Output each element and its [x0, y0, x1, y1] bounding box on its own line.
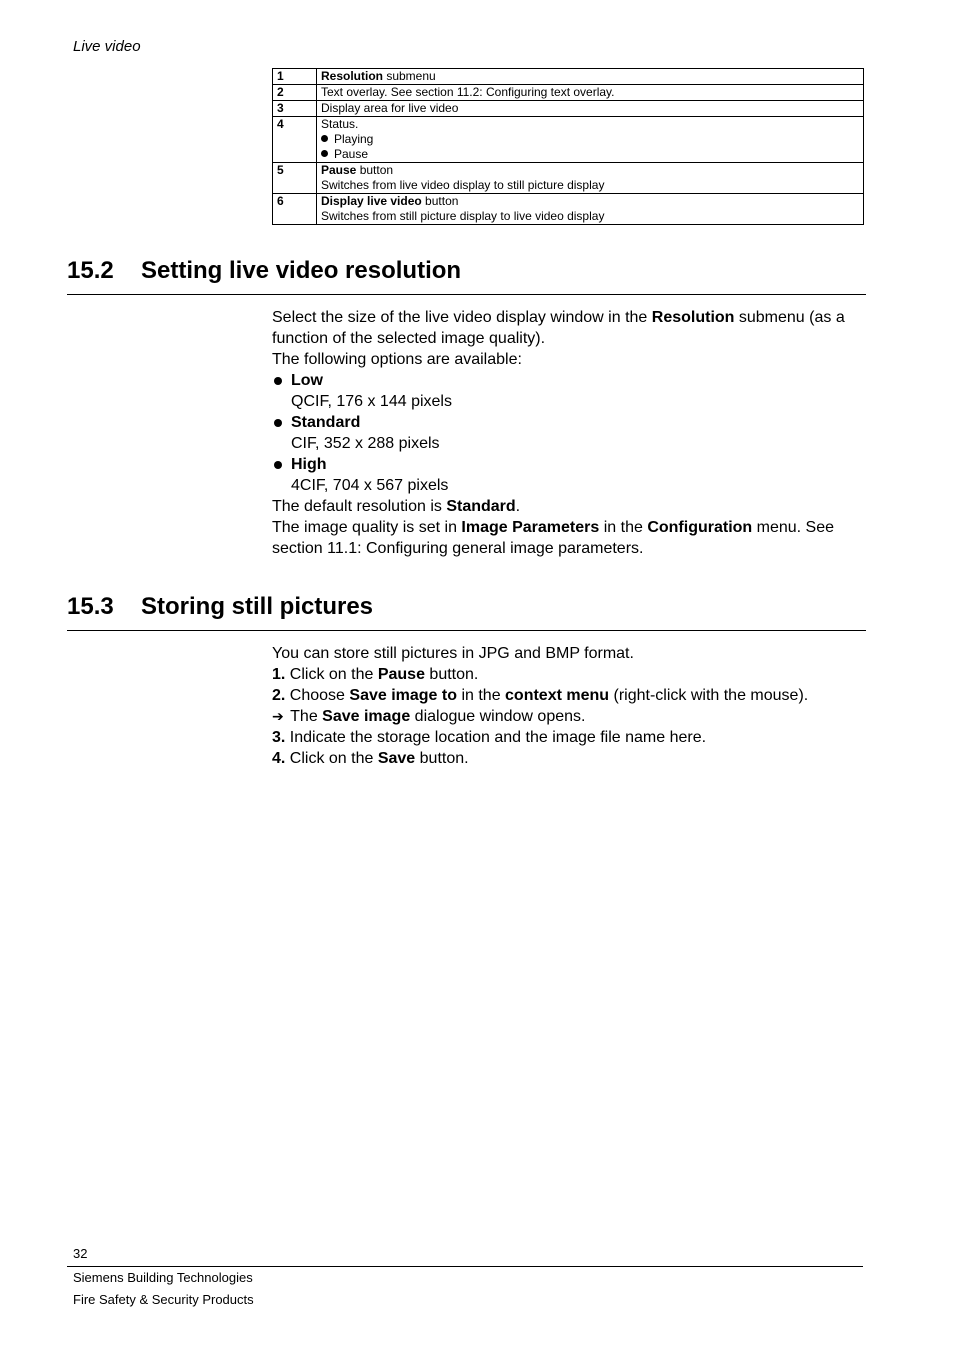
term: Resolution — [321, 69, 383, 83]
row-description — [317, 69, 864, 85]
option-description: QCIF, 176 x 144 pixels — [291, 393, 452, 410]
row-description — [317, 101, 864, 117]
row-number: 4 — [273, 117, 317, 163]
term: Display live video — [321, 194, 422, 208]
legend-table — [272, 68, 864, 225]
row-number: 1 — [273, 69, 317, 85]
paragraph: The following options are available: — [272, 351, 522, 368]
option-description: CIF, 352 x 288 pixels — [291, 435, 440, 452]
paragraph: You can store still pictures in JPG and BMP format. — [272, 645, 634, 662]
table-row — [273, 117, 864, 163]
bullet-text: Pause — [334, 147, 369, 161]
subtext: Switches from still picture display to live video display — [321, 209, 605, 223]
subtext: Switches from live video display to still picture display — [321, 178, 605, 192]
footer-divider — [67, 1266, 863, 1267]
bullet-icon — [274, 377, 282, 385]
text: button — [421, 194, 459, 208]
step-3: 3. Indicate the storage location and the image file name here. — [272, 729, 707, 746]
table-row — [273, 101, 864, 117]
section-number: 15.3 — [67, 593, 114, 620]
bullet-icon — [274, 419, 282, 427]
section-heading-15-3 — [67, 593, 866, 631]
row-number: 5 — [273, 163, 317, 194]
table-row — [273, 85, 864, 101]
option-high: High — [272, 454, 864, 475]
page-number: 32 — [73, 1246, 88, 1261]
term: Pause — [321, 163, 357, 177]
text: Status. — [321, 117, 359, 131]
status-bullet-playing — [321, 132, 859, 147]
paragraph: The image quality is set in Image Parameters in the Configuration menu. See section 11.1: Configuring general image parameters. — [272, 519, 835, 557]
text: Text overlay. See section 11.2: Configuring text overlay. — [321, 85, 615, 99]
section-number: 15.2 — [67, 257, 114, 284]
table-row — [273, 194, 864, 225]
result-line: ➔ The Save image dialogue window opens. — [272, 708, 586, 725]
status-bullet-pause — [321, 147, 859, 162]
option-standard: Standard — [272, 412, 864, 433]
row-description — [317, 117, 864, 163]
bullet-icon — [274, 461, 282, 469]
section-15-2-body — [272, 307, 864, 559]
arrow-right-icon: ➔ — [272, 708, 284, 724]
row-number: 6 — [273, 194, 317, 225]
option-description: 4CIF, 704 x 567 pixels — [291, 477, 449, 494]
step-2: 2. Choose Save image to in the context menu (right-click with the mouse). — [272, 687, 809, 704]
footer-division: Fire Safety & Security Products — [73, 1292, 254, 1307]
row-description — [317, 163, 864, 194]
step-4: 4. Click on the Save button. — [272, 750, 469, 767]
text: button — [356, 163, 394, 177]
section-title: Setting live video resolution — [141, 257, 462, 284]
paragraph: Select the size of the live video display window in the Resolution submenu (as a function of the selected image quality). — [272, 309, 845, 347]
step-1: 1. Click on the Pause button. — [272, 666, 479, 683]
section-15-3-body — [272, 643, 864, 769]
row-description — [317, 85, 864, 101]
text: Display area for live video — [321, 101, 459, 115]
text: submenu — [383, 69, 436, 83]
bullet-icon — [321, 135, 328, 142]
running-header: Live video — [73, 38, 141, 55]
row-description — [317, 194, 864, 225]
bullet-text: Playing — [334, 132, 374, 146]
bullet-icon — [321, 150, 328, 157]
row-number: 2 — [273, 85, 317, 101]
footer-company: Siemens Building Technologies — [73, 1270, 253, 1285]
section-title: Storing still pictures — [141, 593, 374, 620]
option-low: Low — [272, 370, 864, 391]
paragraph: The default resolution is Standard. — [272, 498, 521, 515]
section-heading-15-2 — [67, 257, 866, 295]
row-number: 3 — [273, 101, 317, 117]
table-row — [273, 163, 864, 194]
table-row — [273, 69, 864, 85]
